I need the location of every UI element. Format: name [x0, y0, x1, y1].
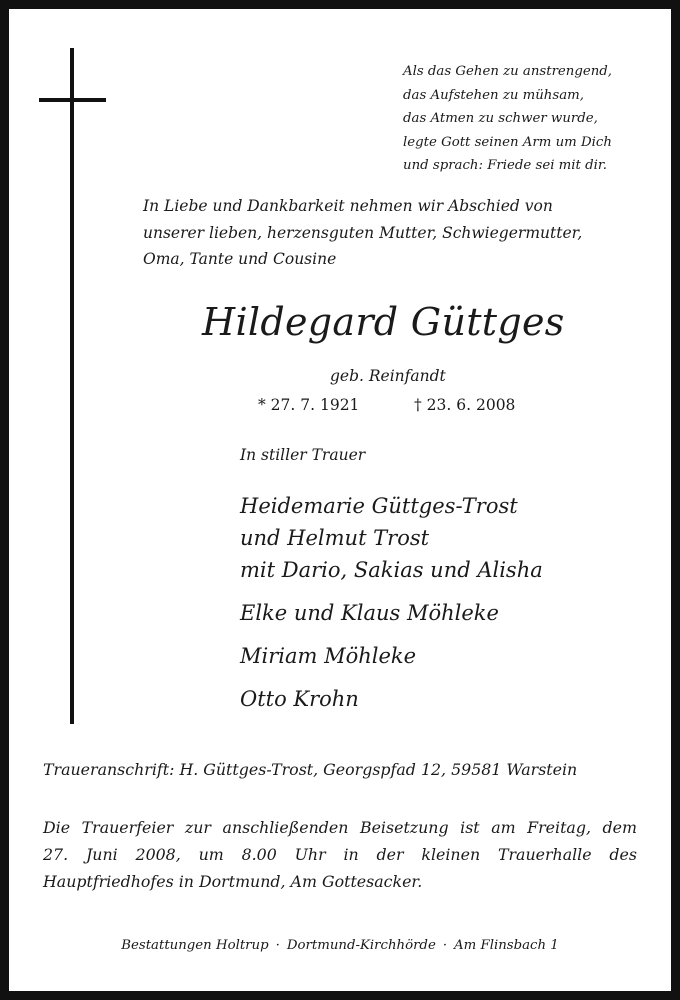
ceremony-line: Die Trauerfeier zur anschließenden Beisetzung ist am Freitag, dem — [43, 818, 637, 837]
mourning-address: Traueranschrift: H. Güttges-Trost, Georgspfad 12, 59581 Warstein — [43, 760, 578, 779]
intro-text — [143, 193, 582, 273]
maiden-name: geb. Reinfandt — [330, 367, 446, 385]
ceremony-details — [43, 814, 637, 895]
mourner-group — [240, 640, 543, 672]
mourning-label: In stiller Trauer — [240, 446, 366, 464]
mourner-line: mit Dario, Sakias und Alisha — [240, 558, 543, 582]
mourner-group — [240, 683, 543, 715]
cross-horizontal-bar — [39, 98, 106, 102]
poem-line: und sprach: Friede sei mit dir. — [403, 158, 608, 174]
funeral-home-location: Dortmund-Kirchhörde — [286, 938, 436, 953]
intro-line: In Liebe und Dankbarkeit nehmen wir Abschied von — [143, 197, 553, 215]
poem-line: legte Gott seinen Arm um Dich — [403, 134, 612, 150]
ceremony-line: 27. Juni 2008, um 8.00 Uhr in der kleinen Trauerhalle des — [43, 845, 637, 864]
funeral-home-footer — [0, 936, 680, 956]
mourner-line: Heidemarie Güttges-Trost — [240, 494, 518, 518]
poem-line: das Atmen zu schwer wurde, — [403, 111, 598, 127]
deceased-name: Hildegard Güttges — [202, 300, 565, 344]
mourner-line: Otto Krohn — [240, 687, 359, 711]
footer-separator: · — [275, 938, 280, 953]
funeral-home-name: Bestattungen Holtrup — [121, 938, 269, 953]
mourners-list — [240, 490, 543, 726]
poem — [403, 60, 612, 178]
poem-line: Als das Gehen zu anstrengend, — [403, 64, 613, 79]
cross-vertical-bar — [70, 48, 74, 724]
ceremony-line: Hauptfriedhofes in Dortmund, Am Gottesacker. — [43, 872, 423, 891]
poem-line: das Aufstehen zu mühsam, — [403, 87, 584, 103]
footer-separator: · — [442, 938, 448, 953]
intro-line: Oma, Tante und Cousine — [143, 250, 337, 268]
mourner-line: und Helmut Trost — [240, 526, 430, 550]
mourner-group — [240, 490, 543, 586]
funeral-home-street: Am Flinsbach 1 — [454, 938, 559, 953]
death-date: † 23. 6. 2008 — [414, 396, 516, 414]
mourner-line: Elke und Klaus Möhleke — [240, 601, 499, 625]
birth-date: * 27. 7. 1921 — [258, 396, 360, 414]
mourner-line: Miriam Möhleke — [240, 644, 417, 668]
intro-line: unserer lieben, herzensguten Mutter, Schwiegermutter, — [143, 223, 583, 242]
mourner-group — [240, 597, 543, 629]
